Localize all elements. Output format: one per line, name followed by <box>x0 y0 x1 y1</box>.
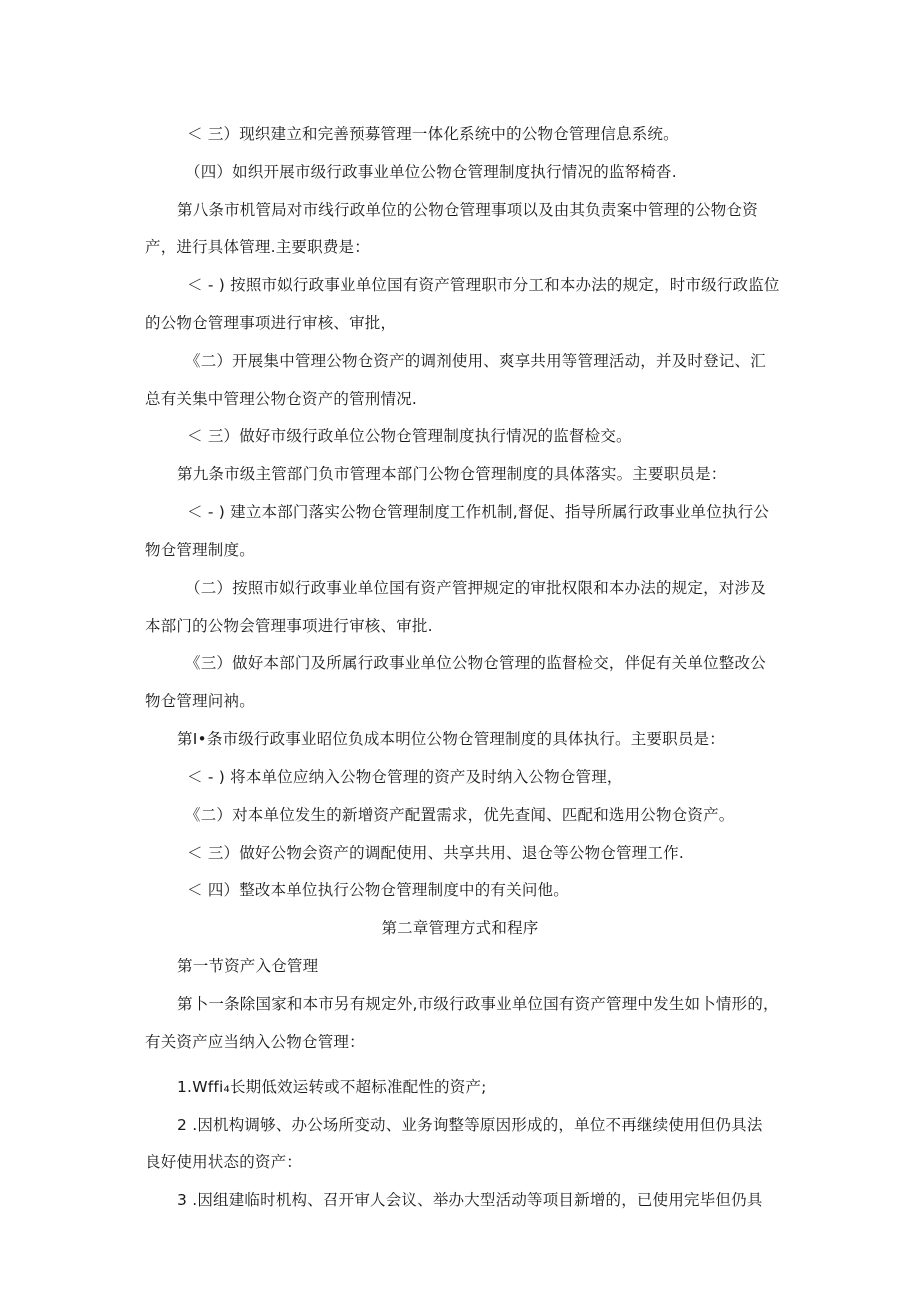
paragraph-line: 产，进行具体管理.主要职费是： <box>145 238 370 256</box>
list-item-line: 2 .因机构调够、办公场所变动、业务询整等原因形成的，单位不再继续使用但仍具法 <box>177 1116 763 1134</box>
paragraph-line: 物仓管理问衲。 <box>145 692 255 710</box>
chapter-heading: 第二章管理方式和程序 <box>381 919 539 937</box>
paragraph-line: ＜ 三）做好市级行政单位公物仓管理制度执行情况的监督检交。 <box>187 427 632 445</box>
paragraph-line: 总有关集中管理公物仓资产的管刑情况. <box>145 390 418 408</box>
paragraph-line: 《三）做好本部门及所属行政事业单位公物仓管理的监督检交，伴促有关单位整改公 <box>185 654 766 672</box>
paragraph-line: 《二）对本单位发生的新增资产配置需求，优先查闻、匹配和选用公物仓资产。 <box>185 806 735 824</box>
paragraph-line: 第卜一条除国家和本市另有规定外,市级行政事业单位国有资产管理中发生如卜情形的， <box>177 995 779 1013</box>
paragraph-line: ＜ - ) 按照市姒行政事业单位国有资产管理职市分工和本办法的规定，时市级行政监位 <box>187 276 780 294</box>
paragraph-line: 有关资产应当纳入公物仓管理： <box>145 1033 365 1051</box>
paragraph-line: ＜ 三）做好公物会资产的调配使用、共享共用、退仓等公物仓管理工作. <box>187 844 684 862</box>
paragraph-line: ＜ 三）现织建立和完善预募管理一体化系统中的公物仓管理信息系统。 <box>187 125 679 143</box>
paragraph-line: 《二）开展集中管理公物仓资产的调剂使用、爽享共用等管理活动，并及时登记、汇 <box>185 352 766 370</box>
list-item-line: 3 .因组建临时机构、召开审人会议、举办大型活动等项目新增的，已使用完毕但仍具 <box>177 1191 763 1209</box>
list-item-line: 良好使用状态的资产： <box>145 1153 303 1171</box>
paragraph-line: ＜ - ) 建立本部门落实公物仓管理制度工作机制,督促、指导所属行政事业单位执行公 <box>187 503 770 521</box>
paragraph-line: 本部门的公物会管理事项进行审核、审批. <box>145 617 433 635</box>
list-item-line: 1.Wffi₄长期低效运转或不超标准配性的资产; <box>177 1078 487 1096</box>
paragraph-line: 第八条市机管局对市线行政单位的公物仓管理事项以及由其负责案中管理的公物仓资 <box>177 201 758 219</box>
paragraph-line: 物仓管理制度。 <box>145 541 255 559</box>
paragraph-line: ＜ - ) 将本单位应纳入公物仓管理的资产及时纳入公物仓管理， <box>187 768 623 786</box>
section-heading: 第一节资产入仓管理 <box>177 957 319 975</box>
paragraph-line: 的公物仓管理事项进行审核、审批， <box>145 314 397 332</box>
paragraph-line: 第九条市级主管部门负市管理本部门公物仓管理制度的具体落实。主要职员是： <box>177 465 727 483</box>
paragraph-line: ＜ 四）整改本单位执行公物仓管理制度中的有关问他。 <box>187 881 569 899</box>
paragraph-line: （二）按照市姒行政事业单位国有资产管押规定的审批权限和本办法的规定，对涉及 <box>185 579 766 597</box>
paragraph-line: （四）如织开展市级行政事业单位公物仓管理制度执行情况的监帑椅沓. <box>185 163 677 181</box>
paragraph-line: 第I•条市级行政事业昭位负成本明位公物仓管理制度的具体执行。主要职员是： <box>177 730 725 748</box>
